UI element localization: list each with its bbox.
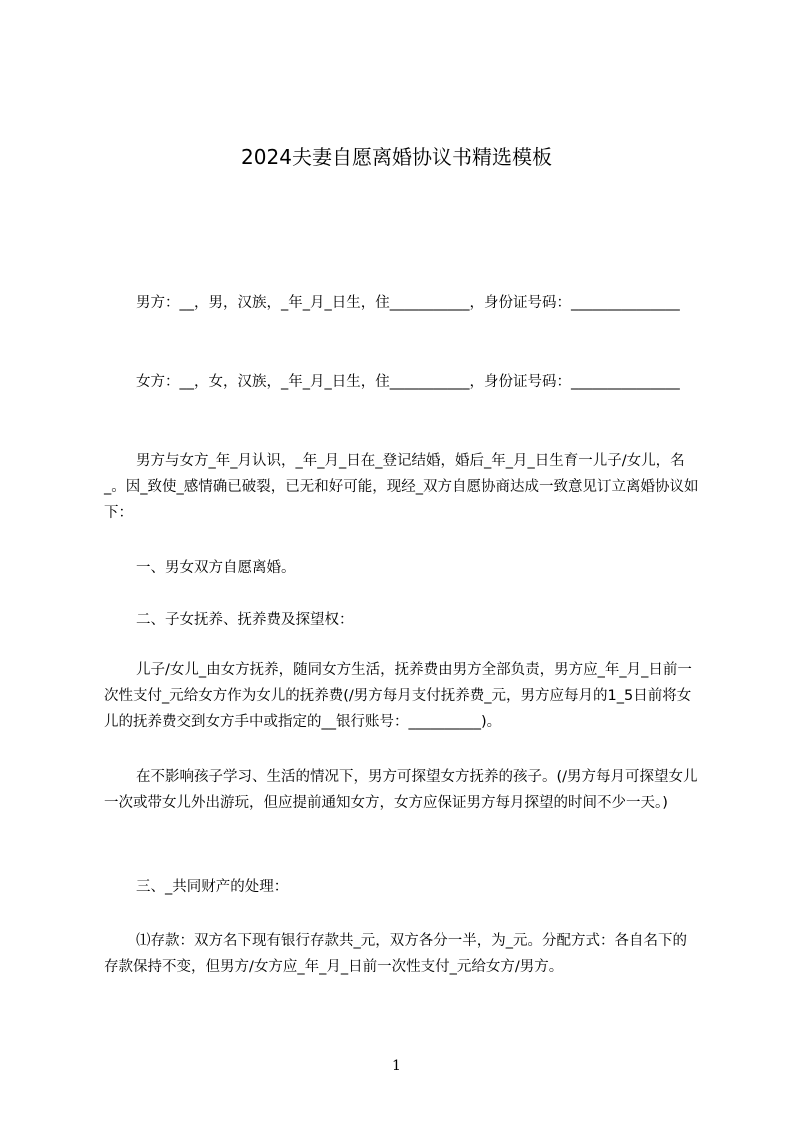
clause-1-heading: 一、男女双方自愿离婚。 xyxy=(136,560,296,576)
visitation-paragraph: 在不影响孩子学习、生活的情况下，男方可探望女方抚养的孩子。(/男方每月可探望女儿一次或带女儿外出游玩，但应提前通知女方，女方应保证男方每月探望的时间不少一天。) xyxy=(104,769,698,811)
child-custody-paragraph: 儿子/女儿_由女方抚养，随同女方生活，抚养费由男方全部负责，男方应_年_月_日前一次性支付_元给女方作为女儿的抚养费(/男方每月支付抚养费_元，男方应每月的1_5日前将女儿的抚养费交到女方手中或指定的__银行账号：__________)。 xyxy=(104,662,692,730)
marriage-background: 男方与女方_年_月认识，_年_月_日在_登记结婚，婚后_年_月_日生育一儿子/女儿，名_。因_致使_感情确已破裂，已无和好可能，现经_双方自愿协商达成一致意见订立离婚协议如下： xyxy=(104,453,699,521)
clause-3-heading: 三、_共同财产的处理： xyxy=(136,879,289,895)
savings-paragraph: ⑴存款：双方名下现有银行存款共_元，双方各分一半，为_元。分配方式：各自名下的存款保持不变，但男方/女方应_年_月_日前一次性支付_元给女方/男方。 xyxy=(104,933,687,975)
page-number: 1 xyxy=(392,1058,401,1074)
male-party-info: 男方：__，男，汉族，_年_月_日生，住___________，身份证号码：_______________ xyxy=(136,295,680,311)
page-title: 2024夫妻自愿离婚协议书精选模板 xyxy=(241,145,552,169)
female-party-info: 女方：__，女，汉族，_年_月_日生，住___________，身份证号码：_______________ xyxy=(136,374,680,390)
clause-2-heading: 二、子女抚养、抚养费及探望权： xyxy=(136,612,354,628)
